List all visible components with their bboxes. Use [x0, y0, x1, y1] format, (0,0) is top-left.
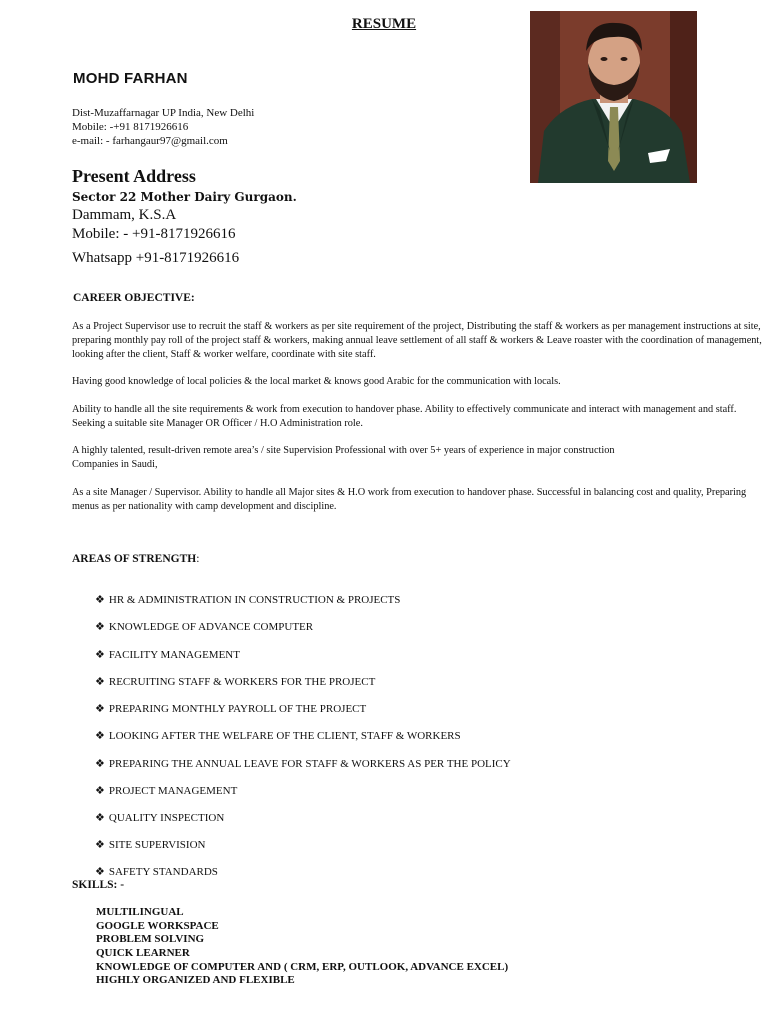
resume-title: RESUME: [351, 16, 417, 32]
strength-item: ❖ RECRUITING STAFF & WORKERS FOR THE PROJECT: [95, 676, 376, 688]
person-portrait-image: [530, 11, 697, 183]
present-address-heading: Present Address: [72, 166, 196, 186]
diamond-bullet-icon: ❖: [95, 676, 105, 688]
diamond-bullet-icon: ❖: [95, 812, 105, 824]
skill-item: GOOGLE WORKSPACE: [96, 920, 219, 932]
profile-photo: [530, 11, 697, 183]
contact-address: Dist-Muzaffarnagar UP India, New Delhi: [72, 107, 255, 119]
skill-item: PROBLEM SOLVING: [96, 933, 205, 945]
objective-paragraph: Companies in Saudi,: [72, 459, 158, 470]
strength-item: ❖ PREPARING THE ANNUAL LEAVE FOR STAFF & WORKERS AS PER THE POLICY: [95, 758, 511, 770]
skill-item: MULTILINGUAL: [96, 906, 184, 918]
contact-email: e-mail: - farhangaur97@gmail.com: [72, 135, 228, 147]
contact-block: [72, 106, 254, 148]
objective-paragraph: A highly talented, result-driven remote area’s / site Supervision Professional with over 5+ years of experience in major construction: [72, 445, 615, 456]
diamond-bullet-icon: ❖: [95, 621, 105, 633]
present-address-mobile: Mobile: - +91-8171926616: [72, 226, 236, 242]
diamond-bullet-icon: ❖: [95, 758, 105, 770]
objective-paragraph: As a site Manager / Supervisor. Ability to handle all Major sites & H.O work from execution to handover phase. Successful in balancing cost and quality, Preparing menus as per nationality with camp development and discipline.: [72, 487, 747, 512]
strength-item: ❖ QUALITY INSPECTION: [95, 812, 225, 824]
present-address-line: Sector 22 Mother Dairy Gurgaon.: [72, 190, 297, 204]
diamond-bullet-icon: ❖: [95, 785, 105, 797]
diamond-bullet-icon: ❖: [95, 866, 105, 878]
objective-paragraph: Ability to handle all the site requirements & work from execution to handover phase. Ability to effectively communicate and interact with management and staff. Seeking a suitable site Manager OR Officer / H.O Administration role.: [72, 404, 737, 429]
diamond-bullet-icon: ❖: [95, 649, 105, 661]
objective-paragraph: Having good knowledge of local policies & the local market & knows good Arabic for the communication with locals.: [72, 376, 561, 387]
career-objective-heading: CAREER OBJECTIVE:: [73, 292, 195, 304]
objective-paragraph: As a Project Supervisor use to recruit the staff & workers as per site requirement of the project, Distributing the staff & workers as per management instructions at site, preparing monthly pay roll of the project staff & workers, making annual leave settlement of all staff & workers & Leave roaster with the coordination of management, looking after the client, Staff & worker welfare, coordinate with site staff.: [72, 321, 762, 360]
strength-item: ❖ FACILITY MANAGEMENT: [95, 649, 240, 661]
skill-item: QUICK LEARNER: [96, 947, 190, 959]
skills-heading: SKILLS: -: [72, 879, 125, 891]
strength-item: ❖ LOOKING AFTER THE WELFARE OF THE CLIENT, STAFF & WORKERS: [95, 730, 461, 742]
contact-mobile: Mobile: -+91 8171926616: [72, 121, 189, 133]
strength-item: ❖ KNOWLEDGE OF ADVANCE COMPUTER: [95, 621, 314, 633]
diamond-bullet-icon: ❖: [95, 703, 105, 715]
present-address-city: Dammam, K.S.A: [72, 207, 177, 223]
skill-item: KNOWLEDGE OF COMPUTER AND ( CRM, ERP, OUTLOOK, ADVANCE EXCEL): [96, 961, 509, 973]
diamond-bullet-icon: ❖: [95, 730, 105, 742]
strength-item: ❖ SAFETY STANDARDS: [95, 866, 218, 878]
candidate-name: MOHD FARHAN: [73, 70, 188, 87]
diamond-bullet-icon: ❖: [95, 594, 105, 606]
strength-item: ❖ SITE SUPERVISION: [95, 839, 206, 851]
diamond-bullet-icon: ❖: [95, 839, 105, 851]
areas-of-strength-heading: AREAS OF STRENGTH:: [72, 553, 200, 565]
present-address-whatsapp: Whatsapp +91-8171926616: [72, 250, 240, 266]
strength-item: ❖ PROJECT MANAGEMENT: [95, 785, 238, 797]
strength-item: ❖ HR & ADMINISTRATION IN CONSTRUCTION & PROJECTS: [95, 594, 401, 606]
skill-item: HIGHLY ORGANIZED AND FLEXIBLE: [96, 974, 295, 986]
strength-item: ❖ PREPARING MONTHLY PAYROLL OF THE PROJECT: [95, 703, 367, 715]
